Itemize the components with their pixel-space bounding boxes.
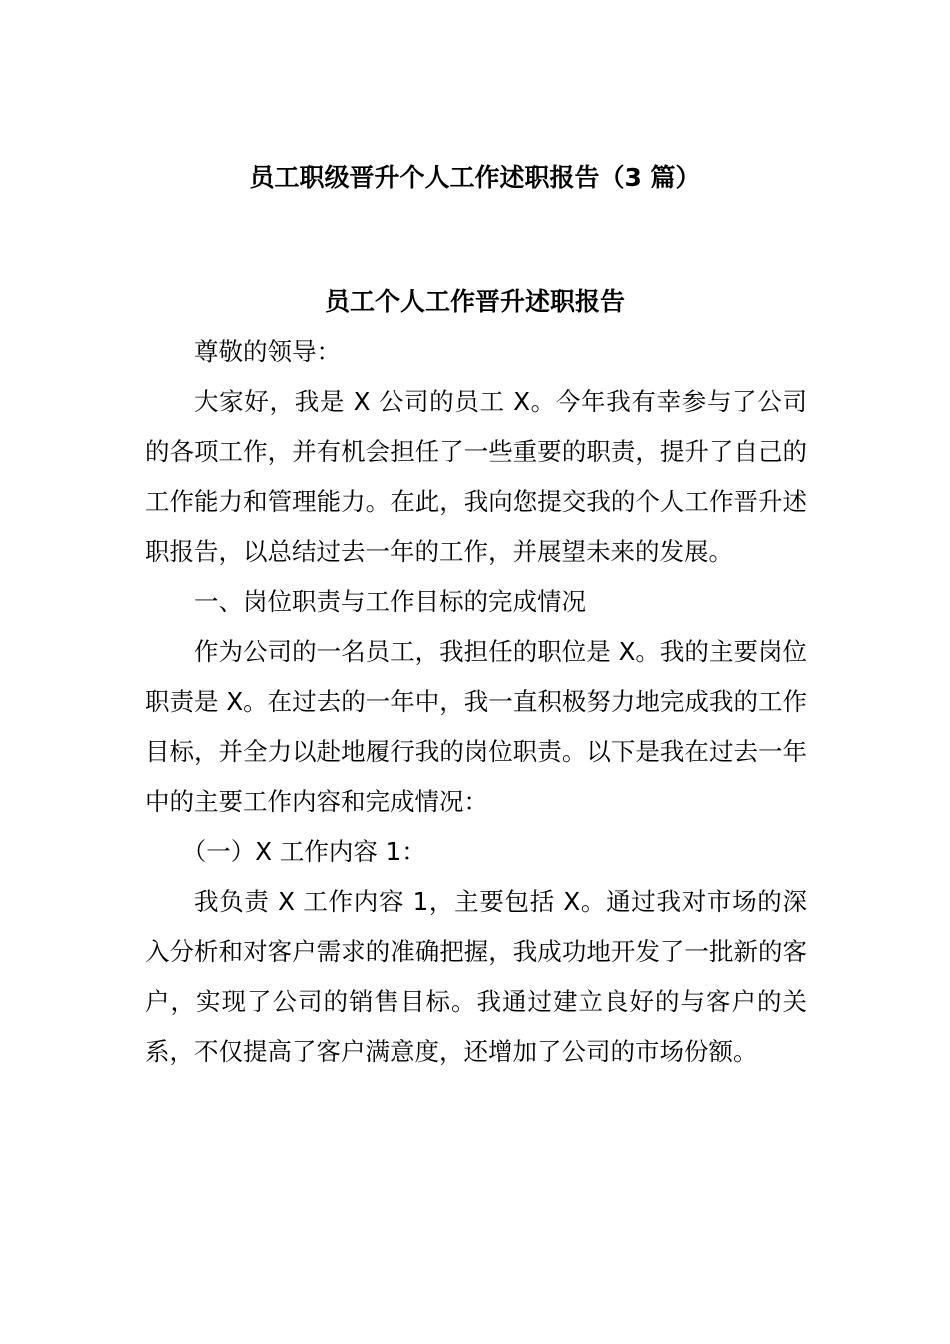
subheading-paragraph: （一）X 工作内容 1： [181, 837, 426, 866]
section-title: 员工个人工作晋升述职报告 [324, 287, 625, 316]
heading-paragraph: 一、岗位职责与工作目标的完成情况 [194, 587, 586, 616]
document-title: 员工职级晋升个人工作述职报告（3 篇） [249, 163, 701, 192]
document-body [145, 327, 807, 1077]
salutation-paragraph: 尊敬的领导： [194, 337, 341, 366]
work-content-paragraph: 我负责 X 工作内容 1，主要包括 X。通过我对市场的深入分析和对客户需求的准确把握，我成功地开发了一批新的客户，实现了公司的销售目标。我通过建立良好的与客户的关系，不仅提高了客户满意度，还增加了公司的市场份额。 [145, 887, 807, 1066]
intro-paragraph: 大家好，我是 X 公司的员工 X。今年我有幸参与了公司的各项工作，并有机会担任了一些重要的职责，提升了自己的工作能力和管理能力。在此，我向您提交我的个人工作晋升述职报告，以总结过去一年的工作，并展望未来的发展。 [145, 387, 807, 566]
duties-paragraph: 作为公司的一名员工，我担任的职位是 X。我的主要岗位职责是 X。在过去的一年中，我一直积极努力地完成我的工作目标，并全力以赴地履行我的岗位职责。以下是我在过去一年中的主要工作内容和完成情况： [145, 637, 807, 816]
